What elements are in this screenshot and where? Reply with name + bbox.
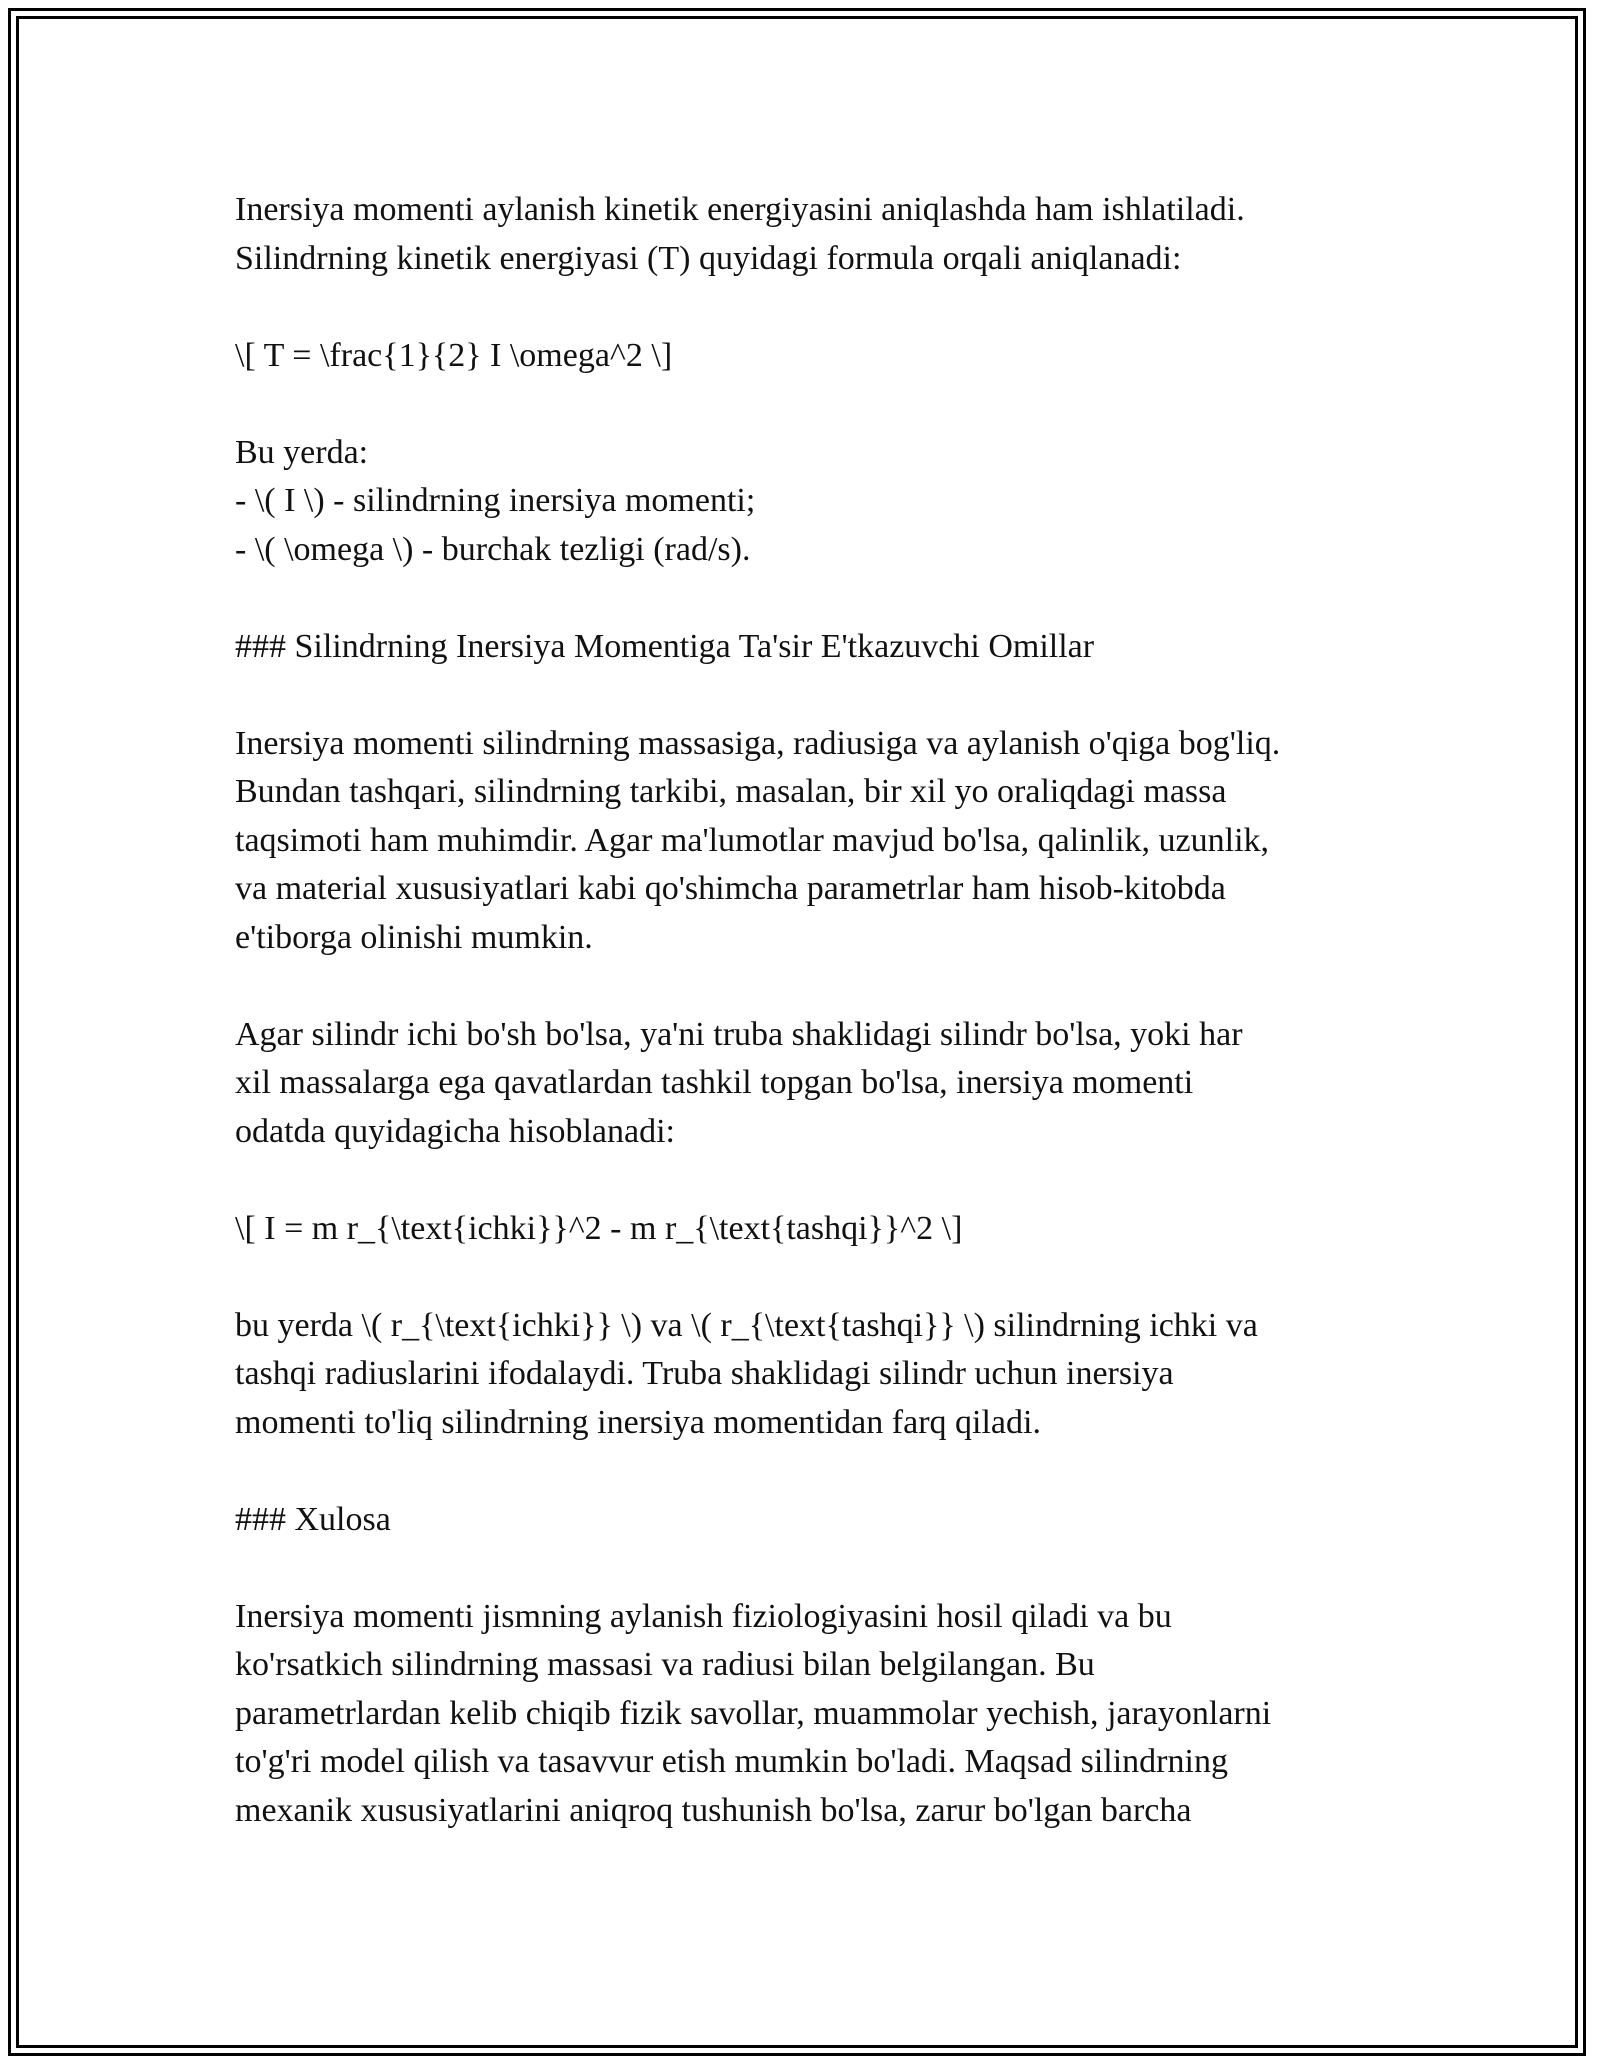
paragraph-radius-explanation: bu yerda \( r_{\text{ichki}} \) va \( r_{\text{tashqi}} \) silindrning ichki va tashqi radiuslarini ifodalaydi. Truba shaklidagi silindr uchun inersiya momenti to'liq silindrning inersiya momentidan farq qiladi. — [235, 1306, 1258, 1441]
formula-hollow-cylinder: \[ I = m r_{\text{ichki}}^2 - m r_{\text{tashqi}}^2 \] — [235, 1209, 963, 1247]
formula-kinetic-energy: \[ T = \frac{1}{2} I \omega^2 \] — [235, 336, 673, 374]
document-body — [235, 186, 1385, 1835]
paragraph-influencing-factors: Inersiya momenti silindrning massasiga, radiusiga va aylanish o'qiga bog'liq. Bundan tashqari, silindrning tarkibi, masalan, bir xil yo oraliqdagi massa taqsimoti ham muhimdir. Agar ma'lumotlar mavjud bo'lsa, qalinlik, uzunlik, va material xususiyatlari kabi qo'shimcha parametrlar ham hisob-kitobda e'tiborga olinishi mumkin. — [235, 724, 1281, 956]
heading-influencing-factors: ### Silindrning Inersiya Momentiga Ta'sir E'tkazuvchi Omillar — [235, 627, 1095, 665]
paragraph-kinetic-energy-intro: Inersiya momenti aylanish kinetik energiyasini aniqlashda ham ishlatiladi. Silindrning kinetik energiyasi (T) quyidagi formula orqali aniqlanadi: — [235, 191, 1245, 277]
paragraph-conclusion: Inersiya momenti jismning aylanish fiziologiyasini hosil qiladi va bu ko'rsatkich silindrning massasi va radiusi bilan belgilangan. Bu parametrlardan kelib chiqib fizik savollar, muammolar yechish, jarayonlarni to'g'ri model qilish va tasavvur etish mumkin bo'ladi. Maqsad silindrning mexanik xususiyatlarini aniqroq tushunish bo'lsa, zarur bo'lgan barcha — [235, 1597, 1272, 1829]
paragraph-variable-definitions: Bu yerda: - \( I \) - silindrning inersiya momenti; - \( \omega \) - burchak tezligi (rad/s). — [235, 433, 756, 568]
heading-conclusion: ### Xulosa — [235, 1500, 391, 1538]
paragraph-hollow-cylinder: Agar silindr ichi bo'sh bo'lsa, ya'ni truba shaklidagi silindr bo'lsa, yoki har xil massalarga ega qavatlardan tashkil topgan bo'lsa, inersiya momenti odatda quyidagicha hisoblanadi: — [235, 1015, 1243, 1150]
